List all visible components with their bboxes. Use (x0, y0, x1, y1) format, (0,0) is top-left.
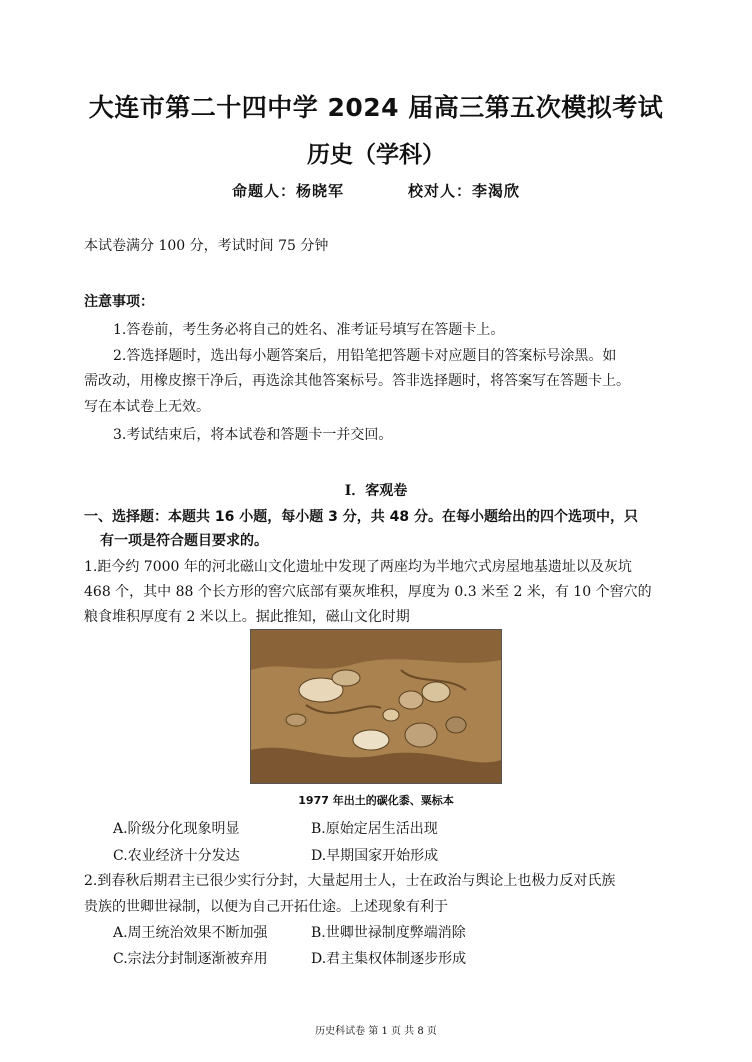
q1-line-2: 468 个，其中 88 个长方形的窖穴底部有粟灰堆积，厚度为 0.3 米至 2 米，有 10 个窖穴的 (84, 584, 652, 600)
notice-item-3: 3.考试结束后，将本试卷和答题卡一并交回。 (113, 427, 393, 443)
excavation-photo (250, 629, 502, 784)
q1-option-c: C.农业经济十分发达 (113, 848, 240, 864)
section-instruction-2: 有一项是符合题目要求的。 (100, 533, 268, 549)
q2-option-a: A.周王统治效果不断加强 (113, 925, 268, 941)
q2-option-b: B.世卿世禄制度弊端消除 (311, 925, 466, 941)
q2-line-2: 贵族的世卿世禄制，以便为自己开拓仕途。上述现象有利于 (84, 899, 448, 915)
photo-caption: 1977 年出土的碳化黍、粟标本 (298, 794, 454, 807)
q1-option-a: A.阶级分化现象明显 (113, 821, 240, 837)
setter-name: 杨晓军 (295, 182, 344, 200)
section-heading: I．客观卷 (344, 483, 408, 499)
notice-item-2-cont: 需改动，用橡皮擦干净后，再选涂其他答案标号。答非选择题时，将答案写在答题卡上。 (84, 373, 630, 389)
page-footer: 历史科试卷 第 1 页 共 8 页 (315, 1026, 437, 1037)
exam-intro: 本试卷满分 100 分，考试时间 75 分钟 (84, 238, 329, 254)
q2-option-c: C.宗法分封制逐渐被弃用 (113, 951, 268, 967)
q1-line-3: 粮食堆积厚度有 2 米以上。据此推知，磁山文化时期 (84, 609, 410, 625)
q2-option-d: D.君主集权体制逐步形成 (311, 951, 467, 967)
q1-option-b: B.原始定居生活出现 (311, 821, 438, 837)
proofreader-label: 校对人： (408, 182, 473, 200)
q1-option-d: D.早期国家开始形成 (311, 848, 439, 864)
exam-title: 大连市第二十四中学 2024 届高三第五次模拟考试 (88, 93, 664, 122)
notice-item-1: 1.答卷前，考生务必将自己的姓名、准考证号填写在答题卡上。 (113, 322, 505, 338)
exam-subtitle: 历史（学科） (307, 142, 445, 168)
setter-label: 命题人： (231, 182, 296, 200)
notice-heading: 注意事项： (84, 294, 154, 310)
notice-item-2-cont2: 写在本试卷上无效。 (84, 399, 210, 415)
authors-line (0, 180, 752, 201)
proofreader-name: 李渴欣 (472, 182, 521, 200)
q2-line-1: 2.到春秋后期君主已很少实行分封，大量起用士人，士在政治与舆论上也极力反对氏族 (84, 873, 616, 889)
q1-line-1: 1.距今约 7000 年的河北磁山文化遗址中发现了两座均为半地穴式房屋地基遗址以及灰坑 (84, 559, 632, 575)
section-instruction-1: 一、选择题：本题共 16 小题，每小题 3 分，共 48 分。在每小题给出的四个选项中，只 (84, 509, 638, 525)
notice-item-2: 2.答选择题时，选出每小题答案后，用铅笔把答题卡对应题目的答案标号涂黑。如 (113, 348, 617, 364)
